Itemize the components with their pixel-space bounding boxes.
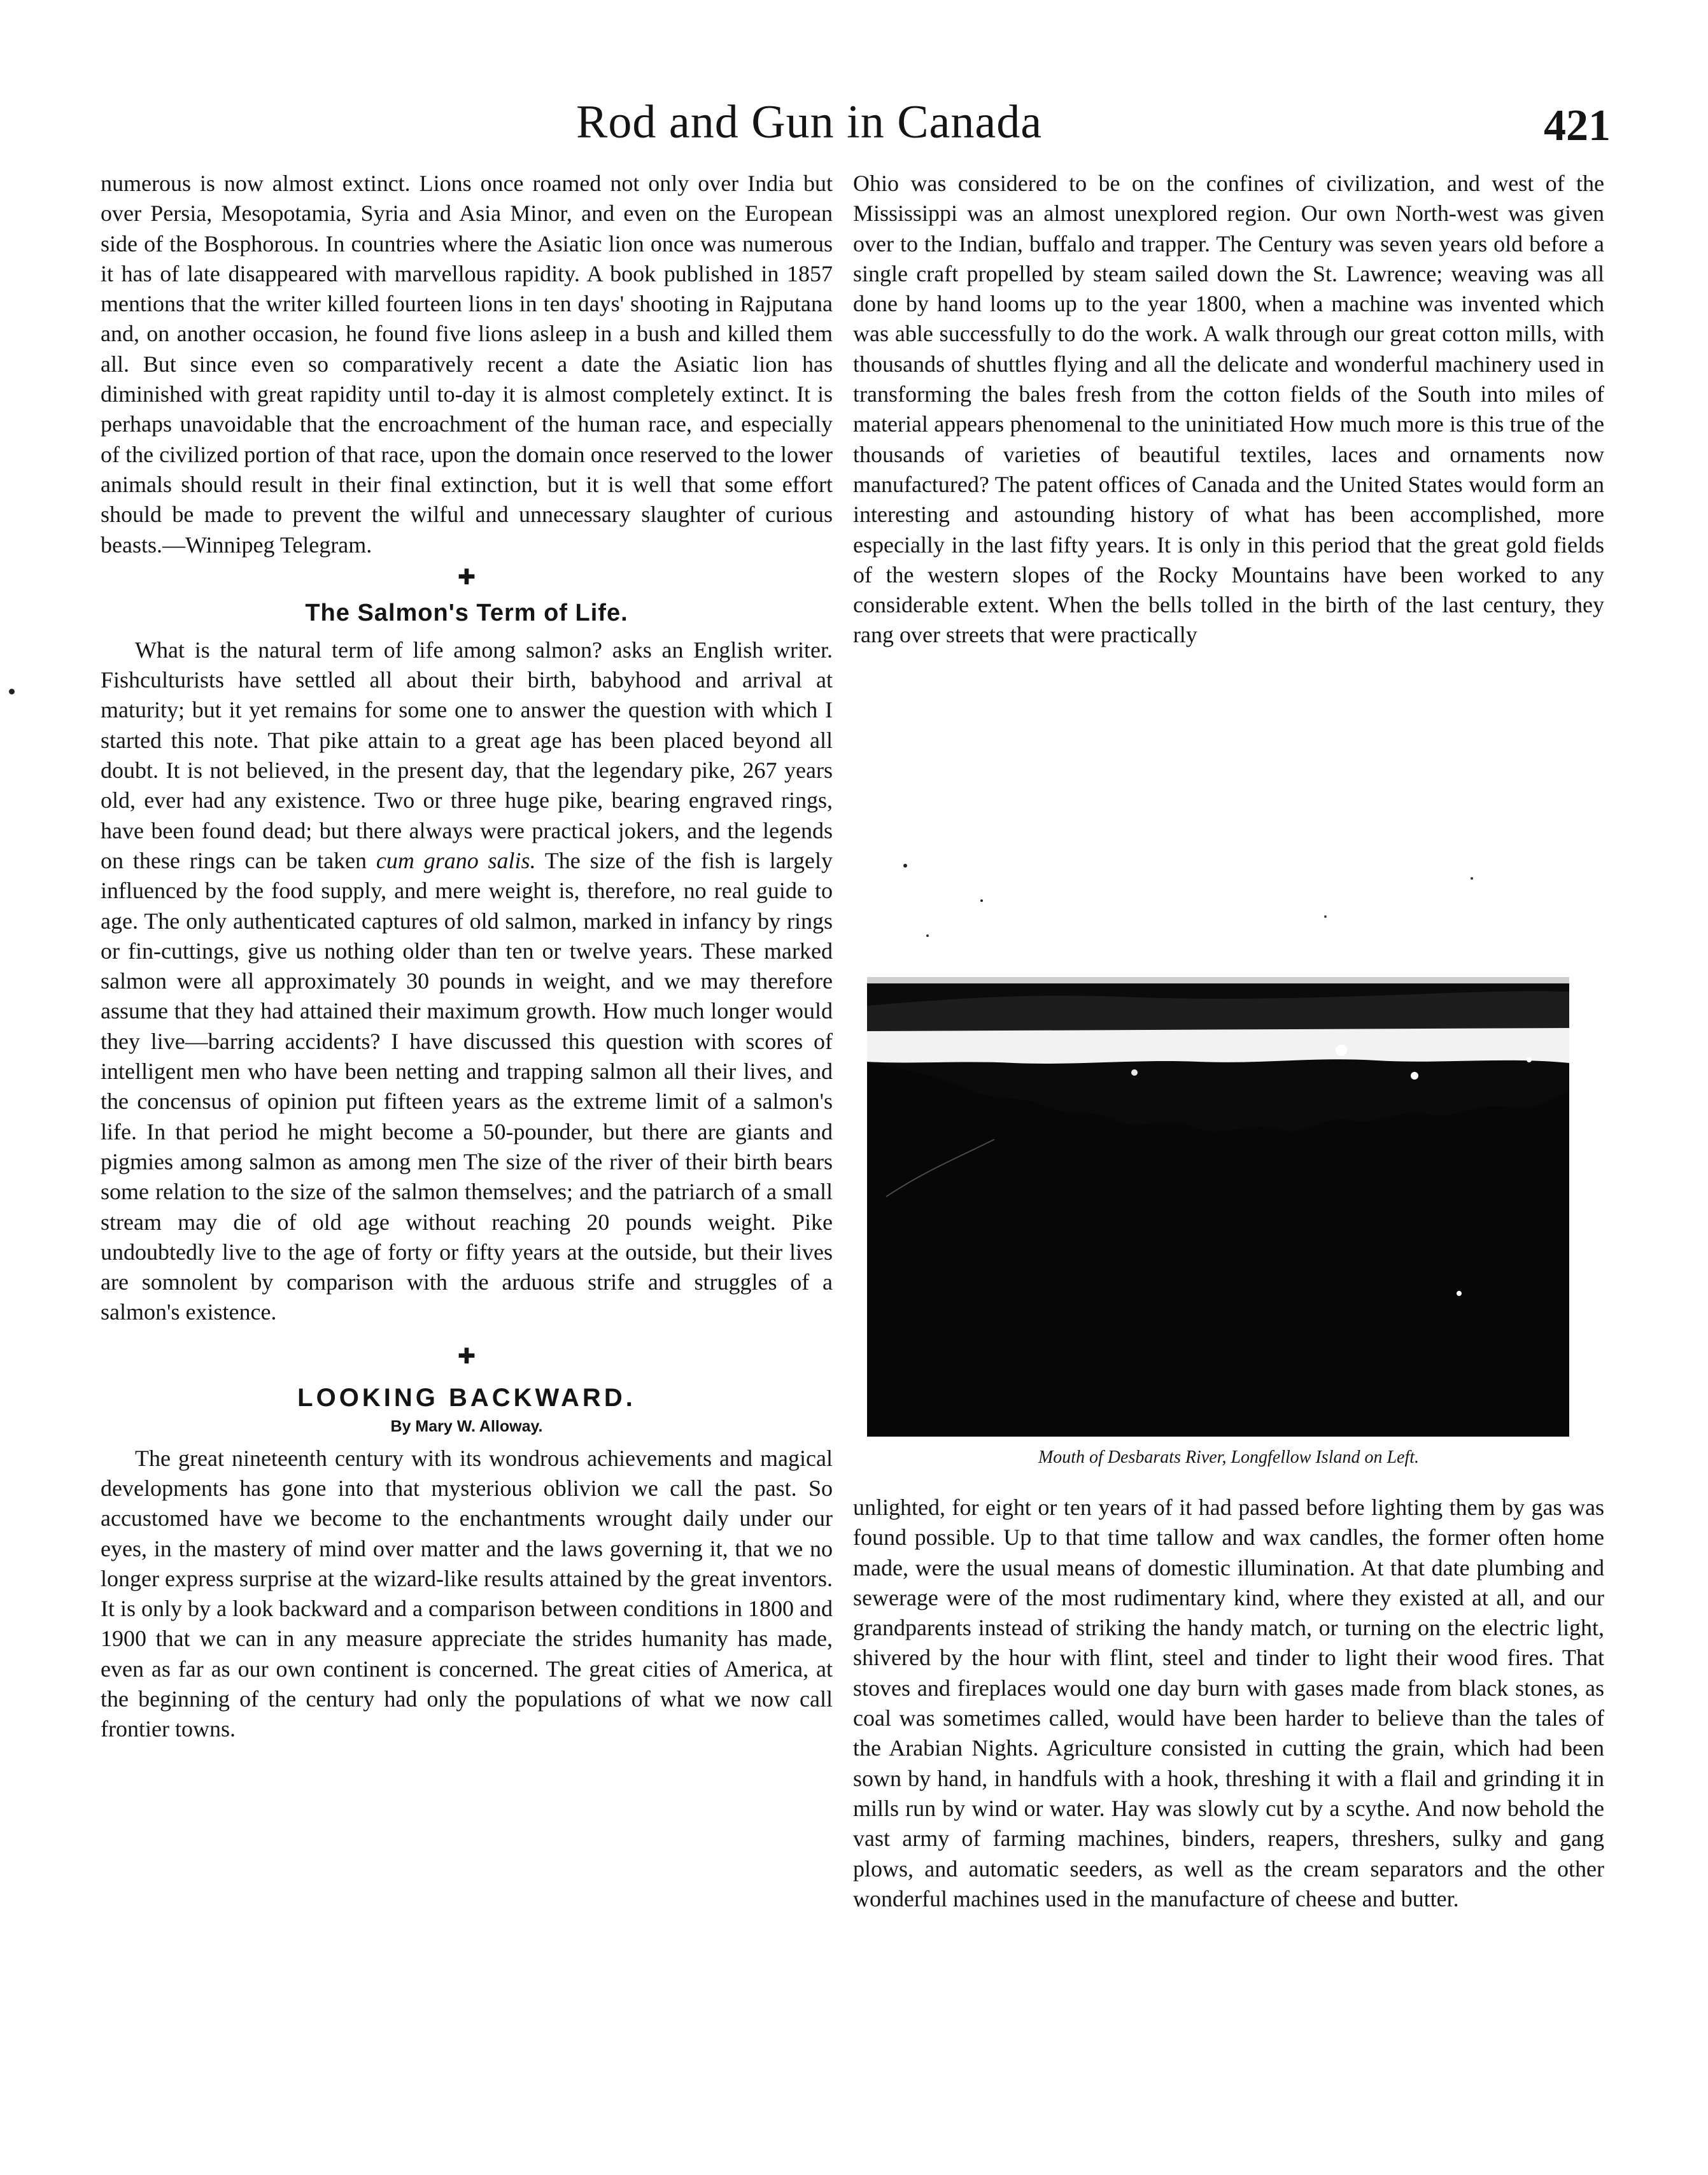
running-title: Rod and Gun in Canada <box>576 96 1043 148</box>
river-photograph <box>867 840 1569 1437</box>
looking-backward-conclusion: unlighted, for eight or ten years of it had passed before lighting them by gas was found possible. Up to that time tallow and wax candles, the former often home made, were the usual means of domestic illumination. At that date plumbing and sewerage were of the most rudimentary kind, where they existed at all, and our grandparents instead of striking the handy match, or turning on the electric light, shivered by the hour with flint, steel and tinder to light their wood fires. That stoves and fireplaces would one day burn with gases made from black stones, as coal was sometimes called, would have been harder to believe than the tales of the Arabian Nights. Agriculture consisted in cutting the grain, which had been sown by hand, in handfuls with a hook, threshing it with a flail and grinding it in mills run by wind or water. Hay was slowly cut by a scythe. And now behold the vast army of farming machines, binders, reapers, threshers, sulky and gang plows, and automatic seeders, as well as the cream separators and the other wonderful machines used in the manufacture of cheese and butter. <box>853 1495 1604 1911</box>
salmon-article-heading: The Salmon's Term of Life. <box>305 599 628 626</box>
looking-backward-continued: Ohio was considered to be on the confines of civilization, and west of the Mississippi was an almost unexplored region. Our own North-west was given over to the Indian, buffalo and trapper. The Century was seven years old before a single craft propelled by steam sailed down the St. Lawrence; weaving was all done by hand looms up to the year 1800, when a machine was invented which was able successfully to do the work. A walk through our great cotton mills, with thousands of shuttles flying and all the delicate and wonderful machinery used in transforming the bales fresh from the cotton fields of the South into miles of material appears phenomenal to the uninitiated How much more is this true of the thousands of varieties of beautiful textiles, laces and ornaments now manufactured? The patent offices of Canada and the United States would form an interesting and astounding history of what has been accomplished, more especially in the last fifty years. It is only in this period that the great gold fields of the western slopes of the Rocky Mountains have been worked to any considerable extent. When the bells tolled in the birth of the last century, they rang over streets that were practically <box>853 171 1604 648</box>
right-column-top <box>853 169 1604 651</box>
salmon-text-part-2: The size of the fish is largely influenced by the food supply, and mere weight is, therefore, no real guide to age. The only authenticated captures of old salmon, marked in infancy by rings or fin-cuttings, give us nothing older than ten or twelve years. These marked salmon were all approximately 30 pounds in weight, and we may therefore assume that they had attained their maximum growth. How much longer would they live—barring accidents? I have discussed this question with scores of intelligent men who have been netting and trapping salmon all their lives, and the concensus of opinion put fifteen years as the extreme limit of a salmon's life. In that period he might become a 50-pounder, but there are giants and pigmies among salmon as among men The size of the river of their birth bears some relation to the size of the salmon themselves; and the patriarch of a small stream may die of old age without reaching 20 pounds weight. Pike undoubtedly live to the age of forty or fifty years at the outside, but their lives are somnolent by comparison with the arduous strife and struggles of a salmon's existence. <box>101 847 833 1325</box>
section-separator: ✚ <box>457 1344 476 1369</box>
page-header <box>0 0 1708 165</box>
right-column-bottom <box>853 1493 1604 1914</box>
photo-caption: Mouth of Desbarats River, Longfellow Island on Left. <box>1038 1447 1420 1467</box>
page-number: 421 <box>1544 101 1611 150</box>
article-byline: By Mary W. Alloway. <box>390 1417 543 1435</box>
photo-image <box>867 840 1569 1437</box>
lion-article-continuation: numerous is now almost extinct. Lions once roamed not only over India but over Persia, Mesopotamia, Syria and Asia Minor, and even on the European side of the Bosphorous. In countries where the Asiatic lion once was numerous it has of late disappeared with marvellous rapidity. A book published in 1857 mentions that the writer killed fourteen lions in ten days' shooting in Rajputana and, on another occasion, he found five lions asleep in a bush and killed them all. But since even so comparatively recent a date the Asiatic lion has diminished with great rapidity until to-day it is almost completely extinct. It is perhaps unavoidable that the encroachment of the human race, and especially of the civilized portion of that race, upon the domain once reserved to the lower animals should result in their final extinction, but it is well that some effort should be made to prevent the wilful and unnecessary slaughter of curious beasts.—Winnipeg Telegram. <box>101 171 833 558</box>
salmon-article-body <box>101 635 833 1328</box>
article-heading: LOOKING BACKWARD. <box>297 1383 636 1412</box>
salmon-text-part-1: What is the natural term of life among salmon? asks an English writer. Fishculturists have settled all about their birth, babyhood and arrival at maturity; but it yet remains for some one to answer the question with which I started this note. That pike attain to a great age has been placed beyond all doubt. It is not believed, in the present day, that the legendary pike, 267 years old, ever had any existence. Two or three huge pike, bearing engraved rings, have been found dead; but there always were practical jokers, and the legends on these rings can be taken <box>101 637 833 873</box>
margin-mark <box>9 689 15 694</box>
left-column <box>101 169 833 1745</box>
salmon-text-latin: cum grano salis. <box>376 847 536 873</box>
looking-backward-body: The great nineteenth century with its wondrous achievements and magical developments has gone into that mysterious oblivion we call the past. So accustomed have we become to the enchantments wrought daily under our eyes, in the mastery of mind over matter and the laws governing it, that we no longer express surprise at the wizard-like results attained by the great inventors. It is only by a look backward and a comparison between conditions in 1800 and 1900 that we can in any measure appreciate the strides humanity has made, even as far as our own continent is concerned. The great cities of America, at the beginning of the century had only the populations of what we now call frontier towns. <box>101 1445 833 1742</box>
section-separator: ✚ <box>457 565 476 589</box>
